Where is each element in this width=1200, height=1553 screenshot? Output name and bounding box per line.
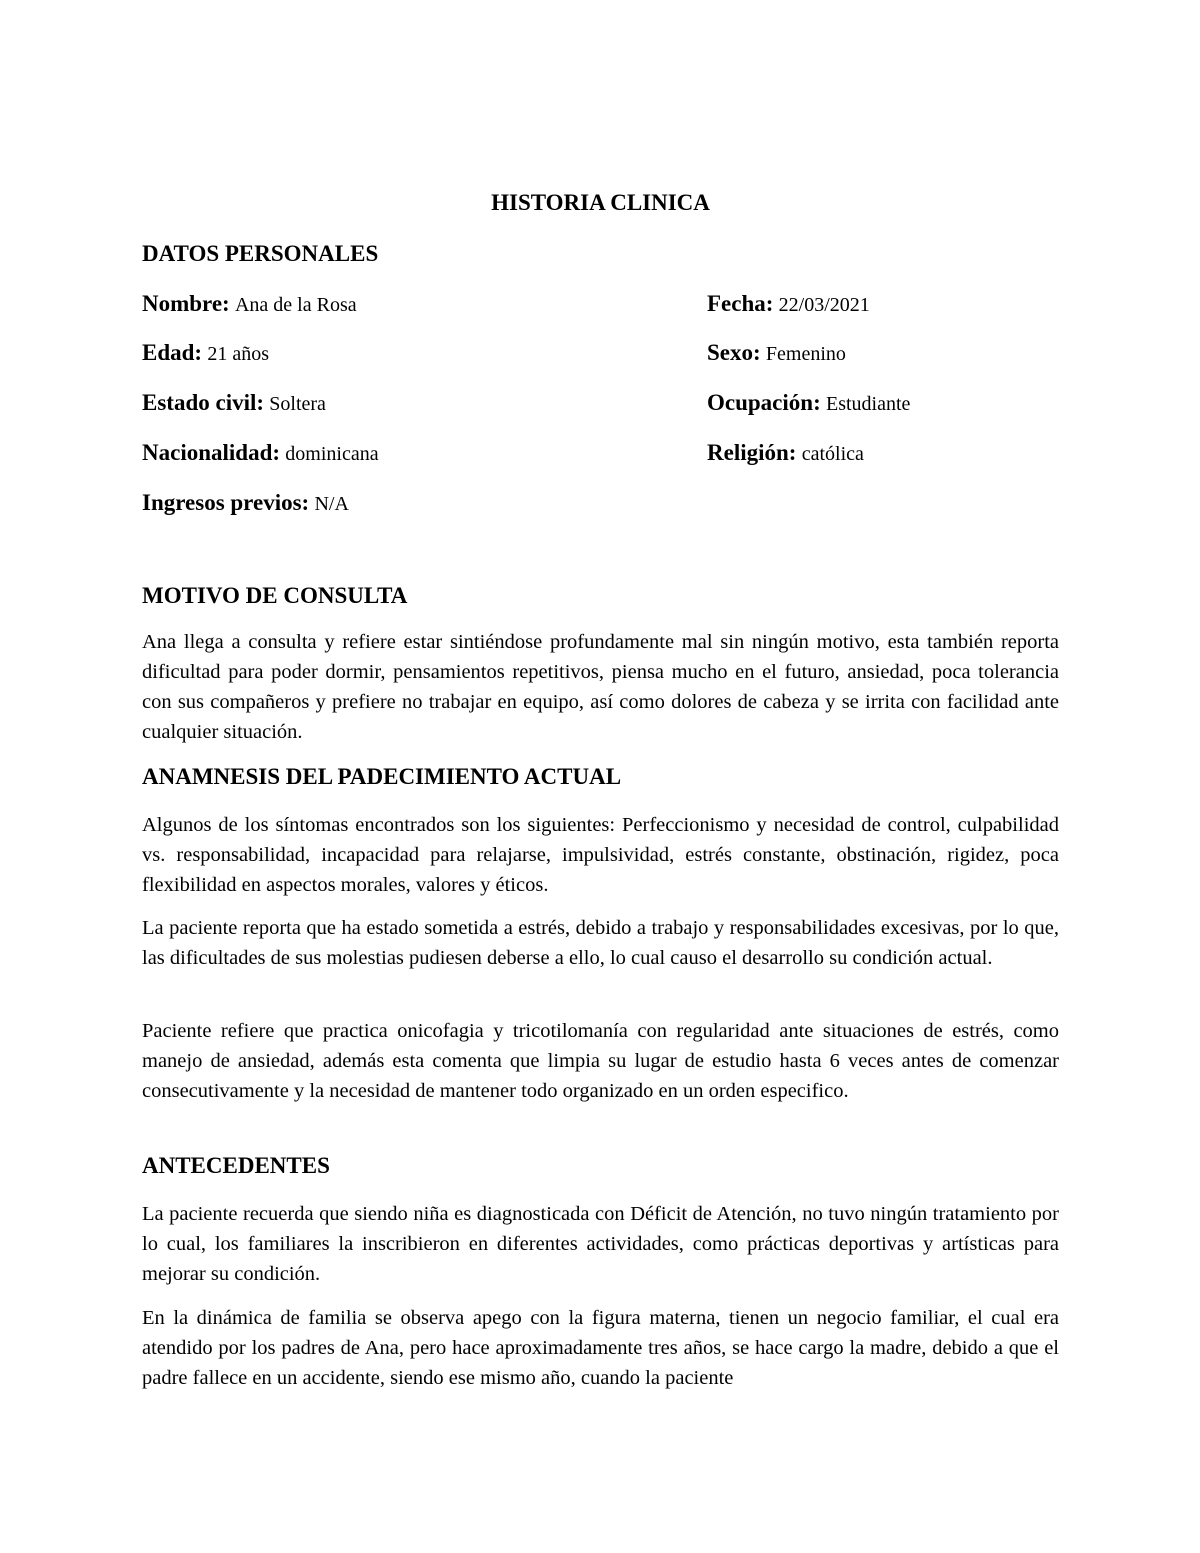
field-value: Femenino <box>765 343 846 365</box>
field-label: Ingresos previos: <box>142 490 310 515</box>
document-title: HISTORIA CLINICA <box>491 190 710 215</box>
paragraph-anamnesis-1: Algunos de los síntomas encontrados son los siguientes: Perfeccionismo y necesidad de control, culpabilidad vs. responsabilidad, incapacidad para relajarse, impulsividad, estrés constante, obstinación, rigidez, poca flexibilidad en aspectos morales, valores y éticos. <box>142 814 1059 896</box>
field-sexo <box>707 339 846 368</box>
field-value: Estudiante <box>825 393 911 415</box>
field-fecha <box>707 290 870 319</box>
section-heading-datos-personales: DATOS PERSONALES <box>142 241 379 266</box>
paragraph-anamnesis-3: Paciente refiere que practica onicofagia y tricotilomanía con regularidad ante situaciones de estrés, como manejo de ansiedad, además esta comenta que limpia su lugar de estudio hasta 6 veces antes de comenzar consecutivamente y la necesidad de mantener todo organizado en un orden especifico. <box>142 1020 1059 1102</box>
field-value: N/A <box>314 493 349 515</box>
section-heading-anamnesis: ANAMNESIS DEL PADECIMIENTO ACTUAL <box>142 764 622 789</box>
paragraph-antecedentes-1: La paciente recuerda que siendo niña es diagnosticada con Déficit de Atención, no tuvo ningún tratamiento por lo cual, los familiares la inscribieron en diferentes actividades, como prácticas deportivas y artísticas para mejorar su condición. <box>142 1203 1059 1285</box>
paragraph-anamnesis-2: La paciente reporta que ha estado sometida a estrés, debido a trabajo y responsabilidades excesivas, por lo que, las dificultades de sus molestias pudiesen deberse a ello, lo cual causo el desarrollo su condición actual. <box>142 917 1059 969</box>
document-page <box>142 0 1059 1553</box>
field-estado-civil <box>142 389 326 418</box>
section-heading-antecedentes: ANTECEDENTES <box>142 1153 330 1178</box>
field-label: Ocupación: <box>707 390 821 415</box>
field-edad <box>142 339 269 368</box>
field-value: Soltera <box>269 393 326 415</box>
field-ocupacion <box>707 389 910 418</box>
field-label: Edad: <box>142 340 203 365</box>
field-ingresos-previos <box>142 489 349 518</box>
field-value: 22/03/2021 <box>778 294 870 316</box>
field-nombre <box>142 290 357 319</box>
field-label: Religión: <box>707 440 797 465</box>
field-label: Fecha: <box>707 291 774 316</box>
field-nacionalidad <box>142 439 379 468</box>
field-religion <box>707 439 864 468</box>
field-value: Ana de la Rosa <box>234 294 357 316</box>
field-label: Nacionalidad: <box>142 440 281 465</box>
field-label: Sexo: <box>707 340 761 365</box>
field-value: dominicana <box>285 443 379 465</box>
section-heading-motivo-de-consulta: MOTIVO DE CONSULTA <box>142 583 408 608</box>
field-label: Nombre: <box>142 291 230 316</box>
field-label: Estado civil: <box>142 390 265 415</box>
paragraph-motivo: Ana llega a consulta y refiere estar sintiéndose profundamente mal sin ningún motivo, esta también reporta dificultad para poder dormir, pensamientos repetitivos, piensa mucho en el futuro, ansiedad, poca tolerancia con sus compañeros y prefiere no trabajar en equipo, así como dolores de cabeza y se irrita con facilidad ante cualquier situación. <box>142 631 1059 743</box>
field-value: 21 años <box>207 343 270 365</box>
paragraph-antecedentes-2: En la dinámica de familia se observa apego con la figura materna, tienen un negocio familiar, el cual era atendido por los padres de Ana, pero hace aproximadamente tres años, se hace cargo la madre, debido a que el padre fallece en un accidente, siendo ese mismo año, cuando la paciente <box>142 1307 1059 1389</box>
field-value: católica <box>801 443 864 465</box>
